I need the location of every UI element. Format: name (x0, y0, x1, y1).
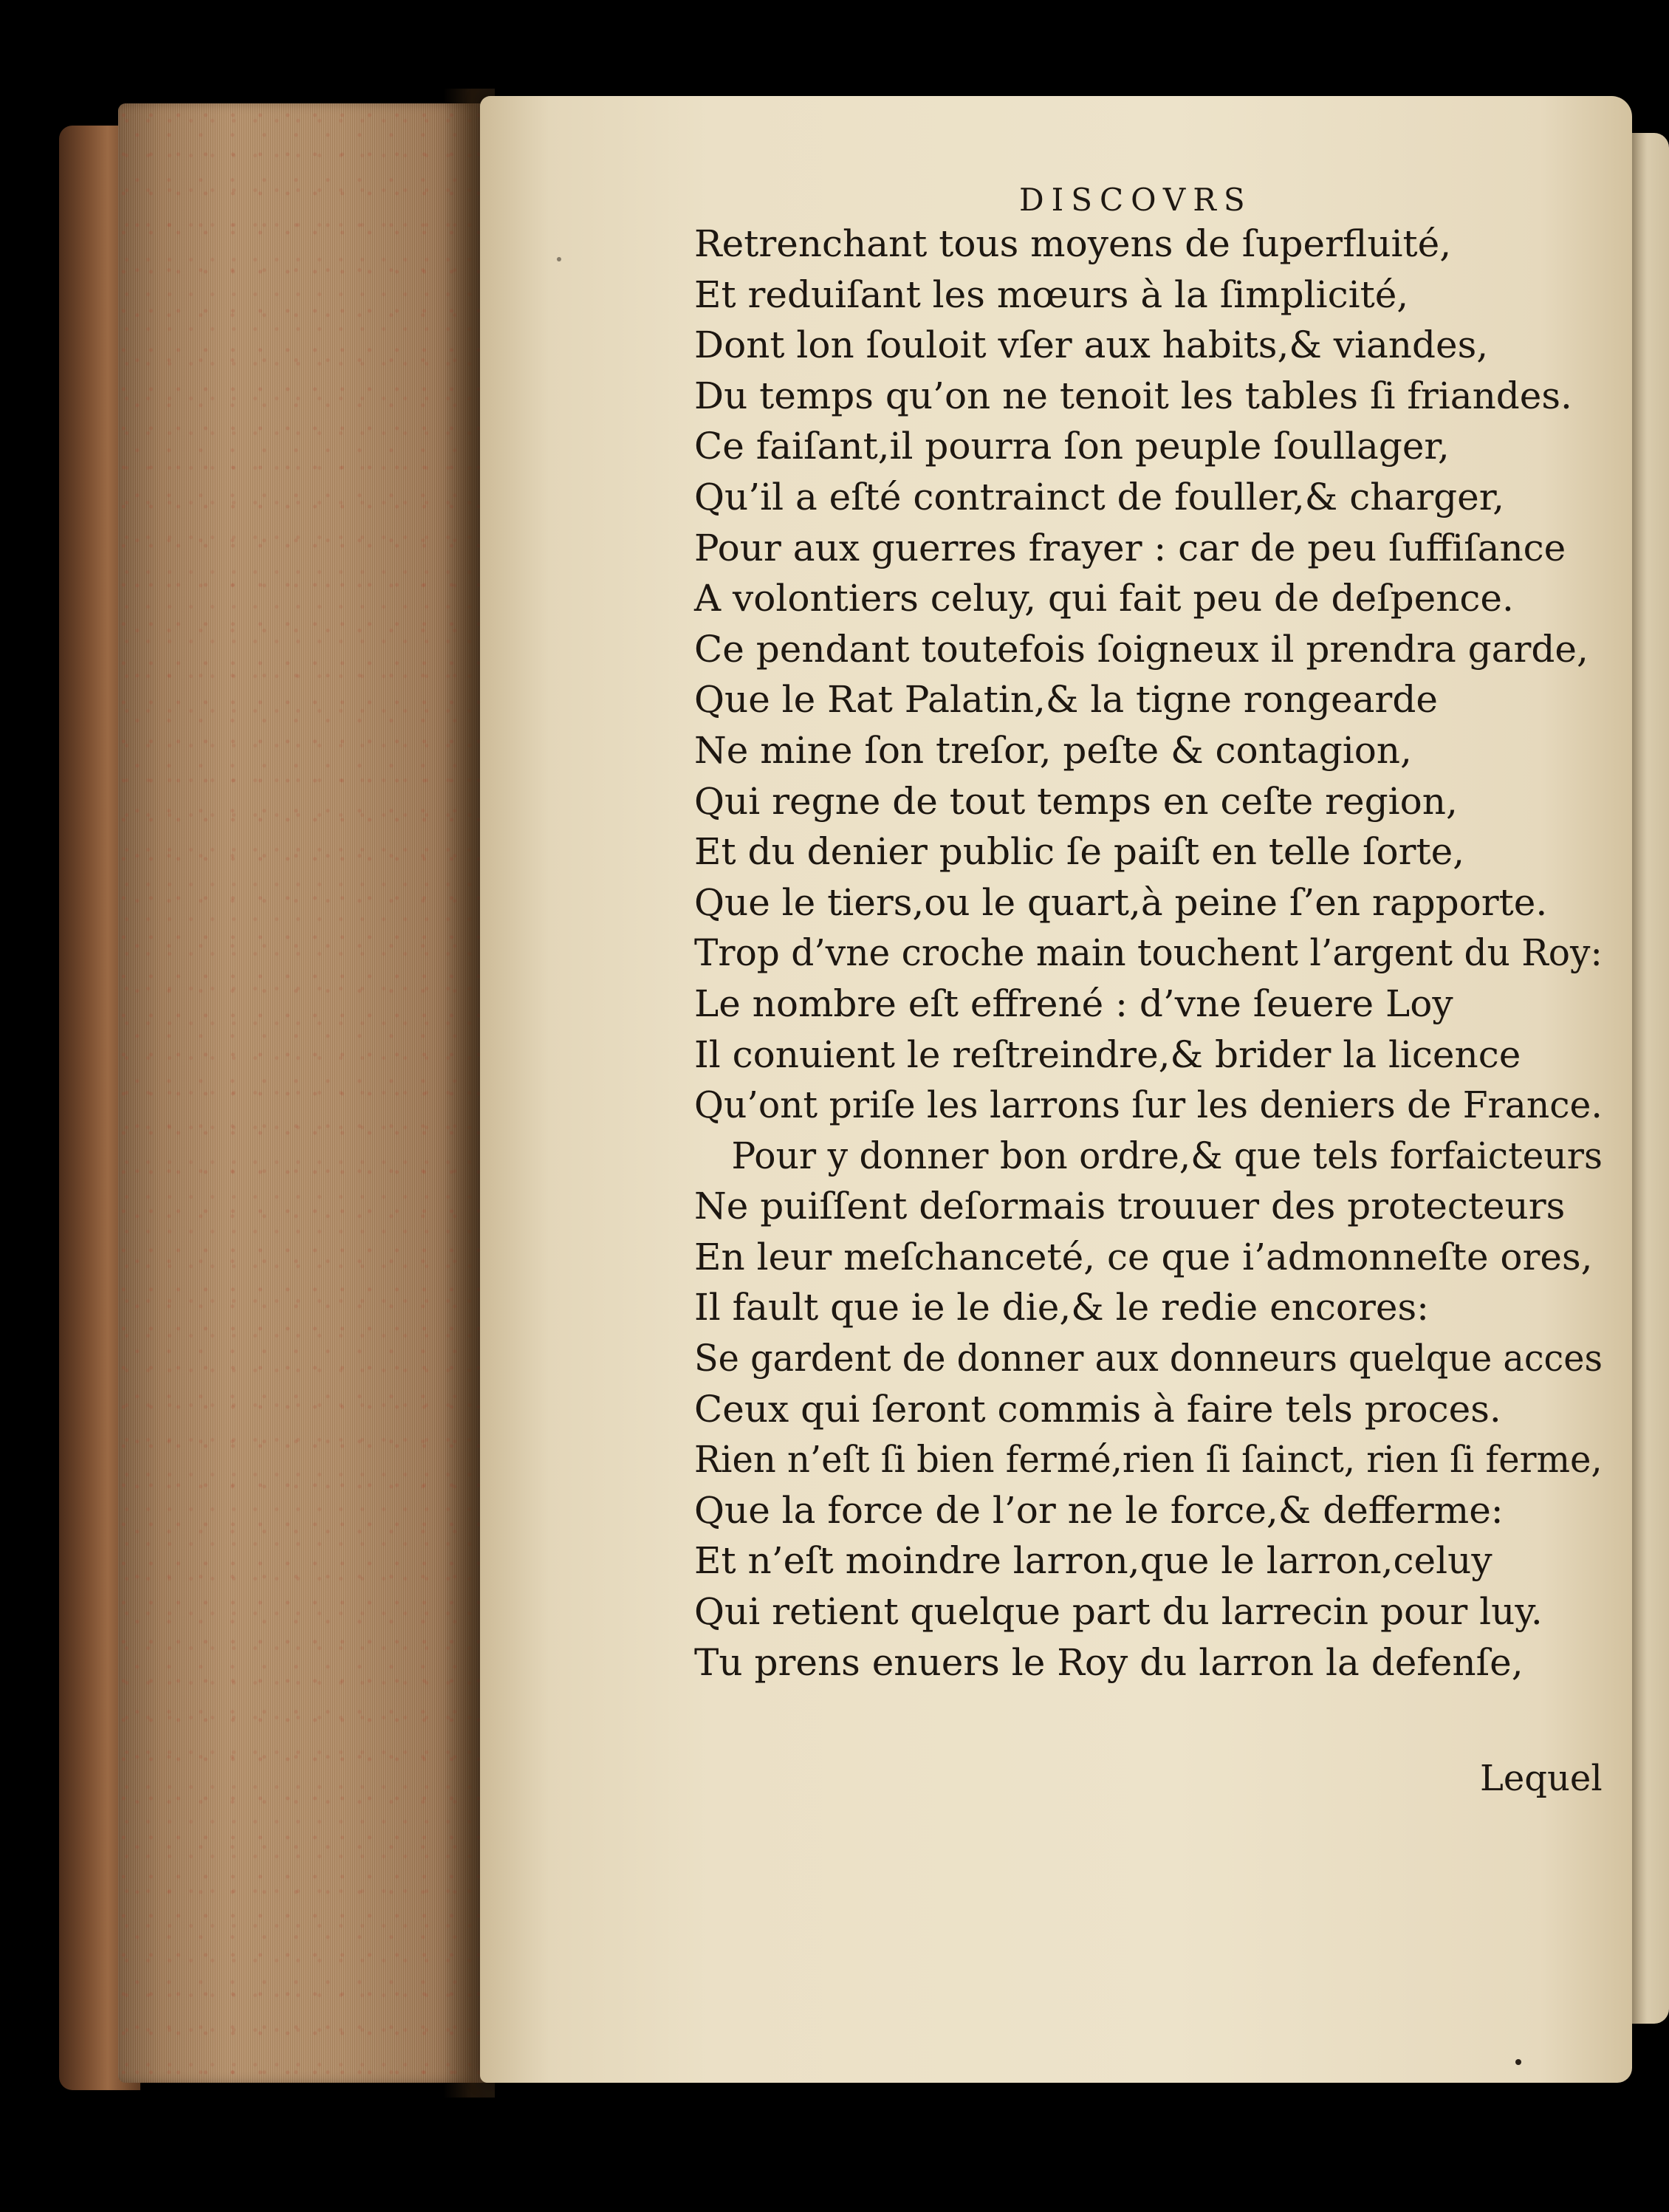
verse-line: Dont lon ſouloit vſer aux habits,& viandes, (694, 323, 1489, 367)
verse-line: Et du denier public ſe paiſt en telle ſorte, (694, 830, 1465, 874)
verse-line: Qu’ont priſe les larrons ſur les deniers de France. (694, 1083, 1603, 1127)
verse-line: Retrenchant tous moyens de ſuperfluité, (694, 222, 1452, 265)
verse-line: Tu prens enuers le Roy du larron la defenſe, (694, 1640, 1524, 1684)
verse-line: Ne puiſſent deſormais trouuer des protecteurs (694, 1185, 1566, 1228)
ink-speck (1515, 2059, 1521, 2065)
verse-line: Et n’eſt moindre larron,que le larron,celuy (694, 1539, 1492, 1583)
verse-line: Rien n’eſt ſi bien fermé,rien ſi ſainct, rien ſi ferme, (694, 1438, 1603, 1482)
verse-line: Et reduiſant les mœurs à la ſimplicité, (694, 273, 1409, 316)
verse-text-block (694, 219, 1603, 1688)
verse-line: Ne mine ſon treſor, peſte & contagion, (694, 728, 1412, 772)
verse-line: Qui retient quelque part du larrecin pour luy. (694, 1590, 1543, 1634)
ink-speck (557, 257, 561, 261)
verse-line: Le nombre eſt effrené : d’vne ſeuere Loy (694, 982, 1453, 1025)
verse-line: Que le tiers,ou le quart,à peine ſ’en rapporte. (694, 880, 1548, 924)
running-head: DISCOVRS (1019, 182, 1252, 218)
verse-line: Qui regne de tout temps en ceſte region, (694, 779, 1458, 823)
verse-line: Trop d’vne croche main touchent l’argent du Roy: (694, 931, 1603, 975)
verse-line: En leur meſchanceté, ce que i’admonneſte ores, (694, 1235, 1593, 1278)
verse-line: Pour y donner bon ordre,& que tels forfaicteurs (731, 1134, 1603, 1177)
facing-page-sliver (1632, 133, 1669, 2024)
verse-line: Se gardent de donner aux donneurs quelque acces (694, 1337, 1603, 1380)
verse-line: A volontiers celuy, qui fait peu de deſpence. (694, 577, 1514, 620)
verse-line: Il conuient le reſtreindre,& brider la licence (694, 1033, 1521, 1076)
verse-line: Il fault que ie le die,& le redie encores: (694, 1286, 1429, 1329)
verse-line: Pour aux guerres frayer : car de peu ſuffiſance (694, 526, 1566, 569)
verse-line: Ce faiſant,il pourra ſon peuple ſoullager, (694, 425, 1450, 468)
verse-line: Ce pendant toutefois ſoigneux il prendra garde, (694, 627, 1589, 671)
verse-line: Que le Rat Palatin,& la tigne rongearde (694, 678, 1438, 722)
page-fore-edge (118, 103, 487, 2083)
catchword: Lequel (1480, 1758, 1603, 1799)
verse-line: Que la force de l’or ne le force,& defferme: (694, 1488, 1504, 1532)
verse-line: Du temps qu’on ne tenoit les tables ſi friandes. (694, 374, 1572, 417)
verse-line: Qu’il a eſté contrainct de fouller,& charger, (694, 475, 1505, 518)
verse-line: Ceux qui ſeront commis à faire tels proces. (694, 1387, 1501, 1431)
